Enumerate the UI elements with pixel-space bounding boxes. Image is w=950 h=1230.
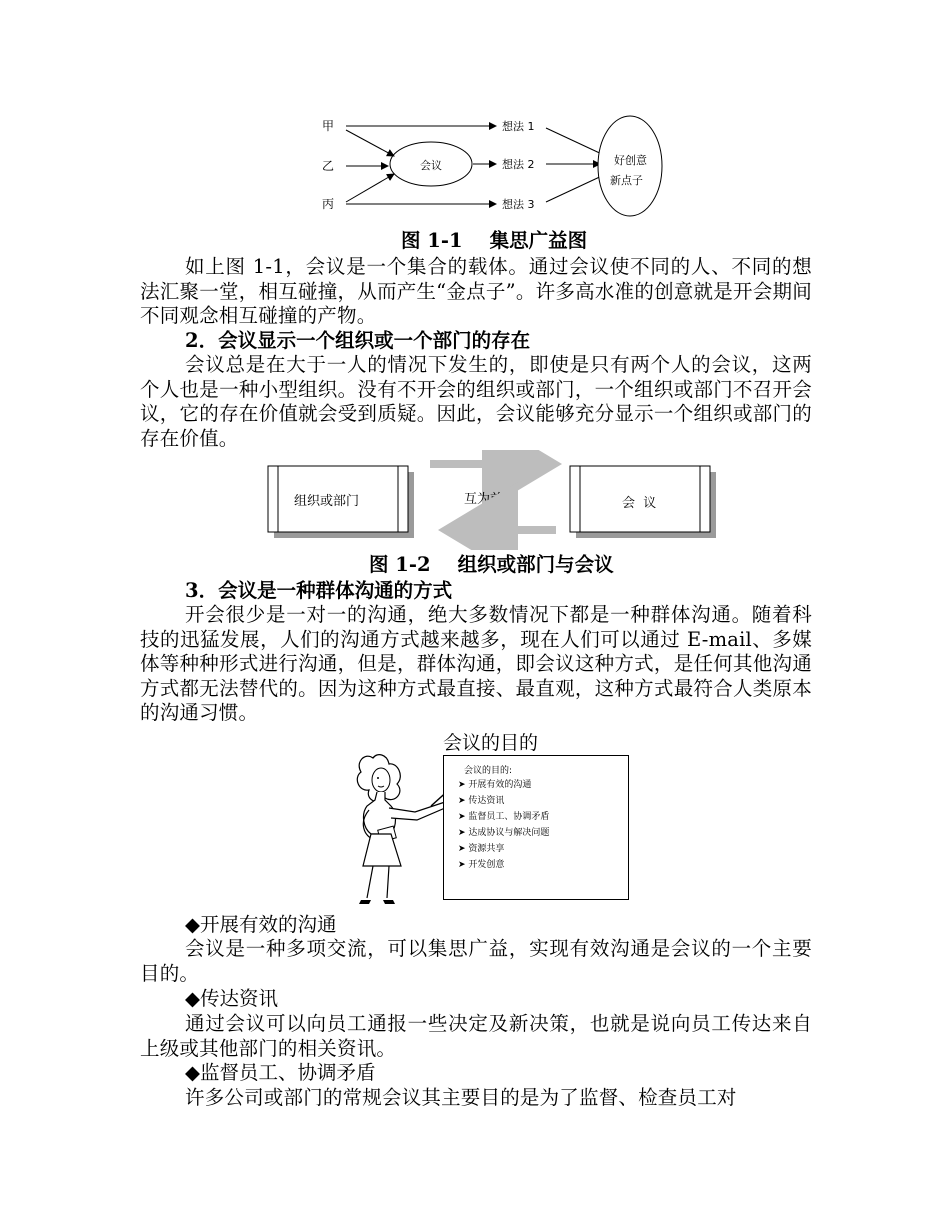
board-item-text: 达成协议与解决问题 — [468, 828, 550, 838]
board-item: ➤ 开发创意 — [458, 860, 505, 870]
board-item: ➤ 资源共享 — [458, 844, 505, 854]
paragraph-5: 通过会议可以向员工通报一些决定及新决策，也就是说向员工传达来自上级或其他部门的相关资讯。 — [140, 1012, 812, 1060]
board-item-text: 开发创意 — [468, 860, 505, 870]
result-line2: 新点子 — [610, 174, 643, 187]
meeting-box-label: 会 议 — [622, 496, 657, 511]
board-item-text: 监督员工、协调矛盾 — [468, 812, 550, 822]
board-item: ➤ 达成协议与解决问题 — [458, 828, 550, 838]
paragraph-2: 会议总是在大于一人的情况下发生的，即使是只有两个人的会议，这两个人也是一种小型组织。没有不开会的组织或部门，一个组织或部门不召开会议，它的存在价值就会受到质疑。因此，会议能够充分显示一个组织或部门的存在价值。 — [140, 353, 812, 450]
meeting-label: 会议 — [420, 159, 442, 172]
bullet-convey-information: ◆传达资讯 — [185, 987, 278, 1010]
heading-3: 3．会议是一种群体沟通的方式 — [185, 579, 453, 602]
person-jia: 甲 — [322, 119, 335, 133]
org-box-label: 组织或部门 — [294, 494, 360, 509]
figure1-caption: 图 1-1 集思广益图 — [401, 229, 588, 252]
paragraph-3: 开会很少是一对一的沟通，绝大多数情况下都是一种群体沟通。随着科技的迅猛发展，人们的沟通方式越来越多，现在人们可以通过 E-mail、多媒体等种种形式进行沟通，但是，群体沟通，即会议这种方式，是任何其他沟通方式都无法替代的。因为这种方式最直接、最直观，这种方式最符合人类原本的沟通习惯。 — [140, 603, 812, 724]
board-item-text: 开展有效的沟通 — [468, 780, 532, 790]
result-line1: 好创意 — [614, 154, 647, 167]
arrow-jia-meeting — [346, 130, 394, 156]
arrow-bing-meeting — [346, 174, 394, 202]
meeting-purpose-title: 会议的目的 — [443, 733, 539, 754]
board-item-text: 资源共享 — [468, 844, 505, 854]
board-list — [458, 777, 549, 873]
organization-meeting-diagram — [264, 450, 724, 550]
person-bing: 丙 — [322, 197, 335, 211]
paragraph-6: 许多公司或部门的常规会议其主要目的是为了监督、检查员工对 — [185, 1086, 737, 1109]
purpose-board — [443, 755, 629, 900]
figure2-caption: 图 1-2 组织或部门与会议 — [369, 553, 614, 576]
arrow-idea3-result — [546, 174, 606, 202]
idea-1: 想法 1 — [502, 120, 535, 133]
paragraph-4: 会议是一种多项交流，可以集思广益，实现有效沟通是会议的一个主要目的。 — [140, 937, 812, 985]
board-item-text: 传达资讯 — [468, 796, 505, 806]
person-yi: 乙 — [322, 159, 335, 173]
mutual-premise-label: 互为前提 — [464, 492, 517, 507]
heading-2: 2．会议显示一个组织或一个部门的存在 — [185, 329, 531, 352]
bullet-effective-communication: ◆开展有效的沟通 — [185, 913, 337, 936]
board-item: ➤ 传达资讯 — [458, 796, 505, 806]
board-item: ➤ 监督员工、协调矛盾 — [458, 812, 550, 822]
arrow-idea1-result — [546, 128, 606, 156]
presenter-illustration — [345, 748, 455, 913]
brainstorm-diagram — [310, 108, 680, 226]
paragraph-1: 如上图 1-1，会议是一个集合的载体。通过会议使不同的人、不同的想法汇聚一堂，相互碰撞，从而产生“金点子”。许多高水准的创意就是开会期间不同观念相互碰撞的产物。 — [140, 255, 812, 327]
idea-3: 想法 3 — [502, 198, 535, 211]
idea-2: 想法 2 — [502, 158, 535, 171]
bullet-supervise-coordinate: ◆监督员工、协调矛盾 — [185, 1061, 376, 1084]
board-item: ➤ 开展有效的沟通 — [458, 780, 532, 790]
board-title: 会议的目的: — [464, 766, 513, 776]
